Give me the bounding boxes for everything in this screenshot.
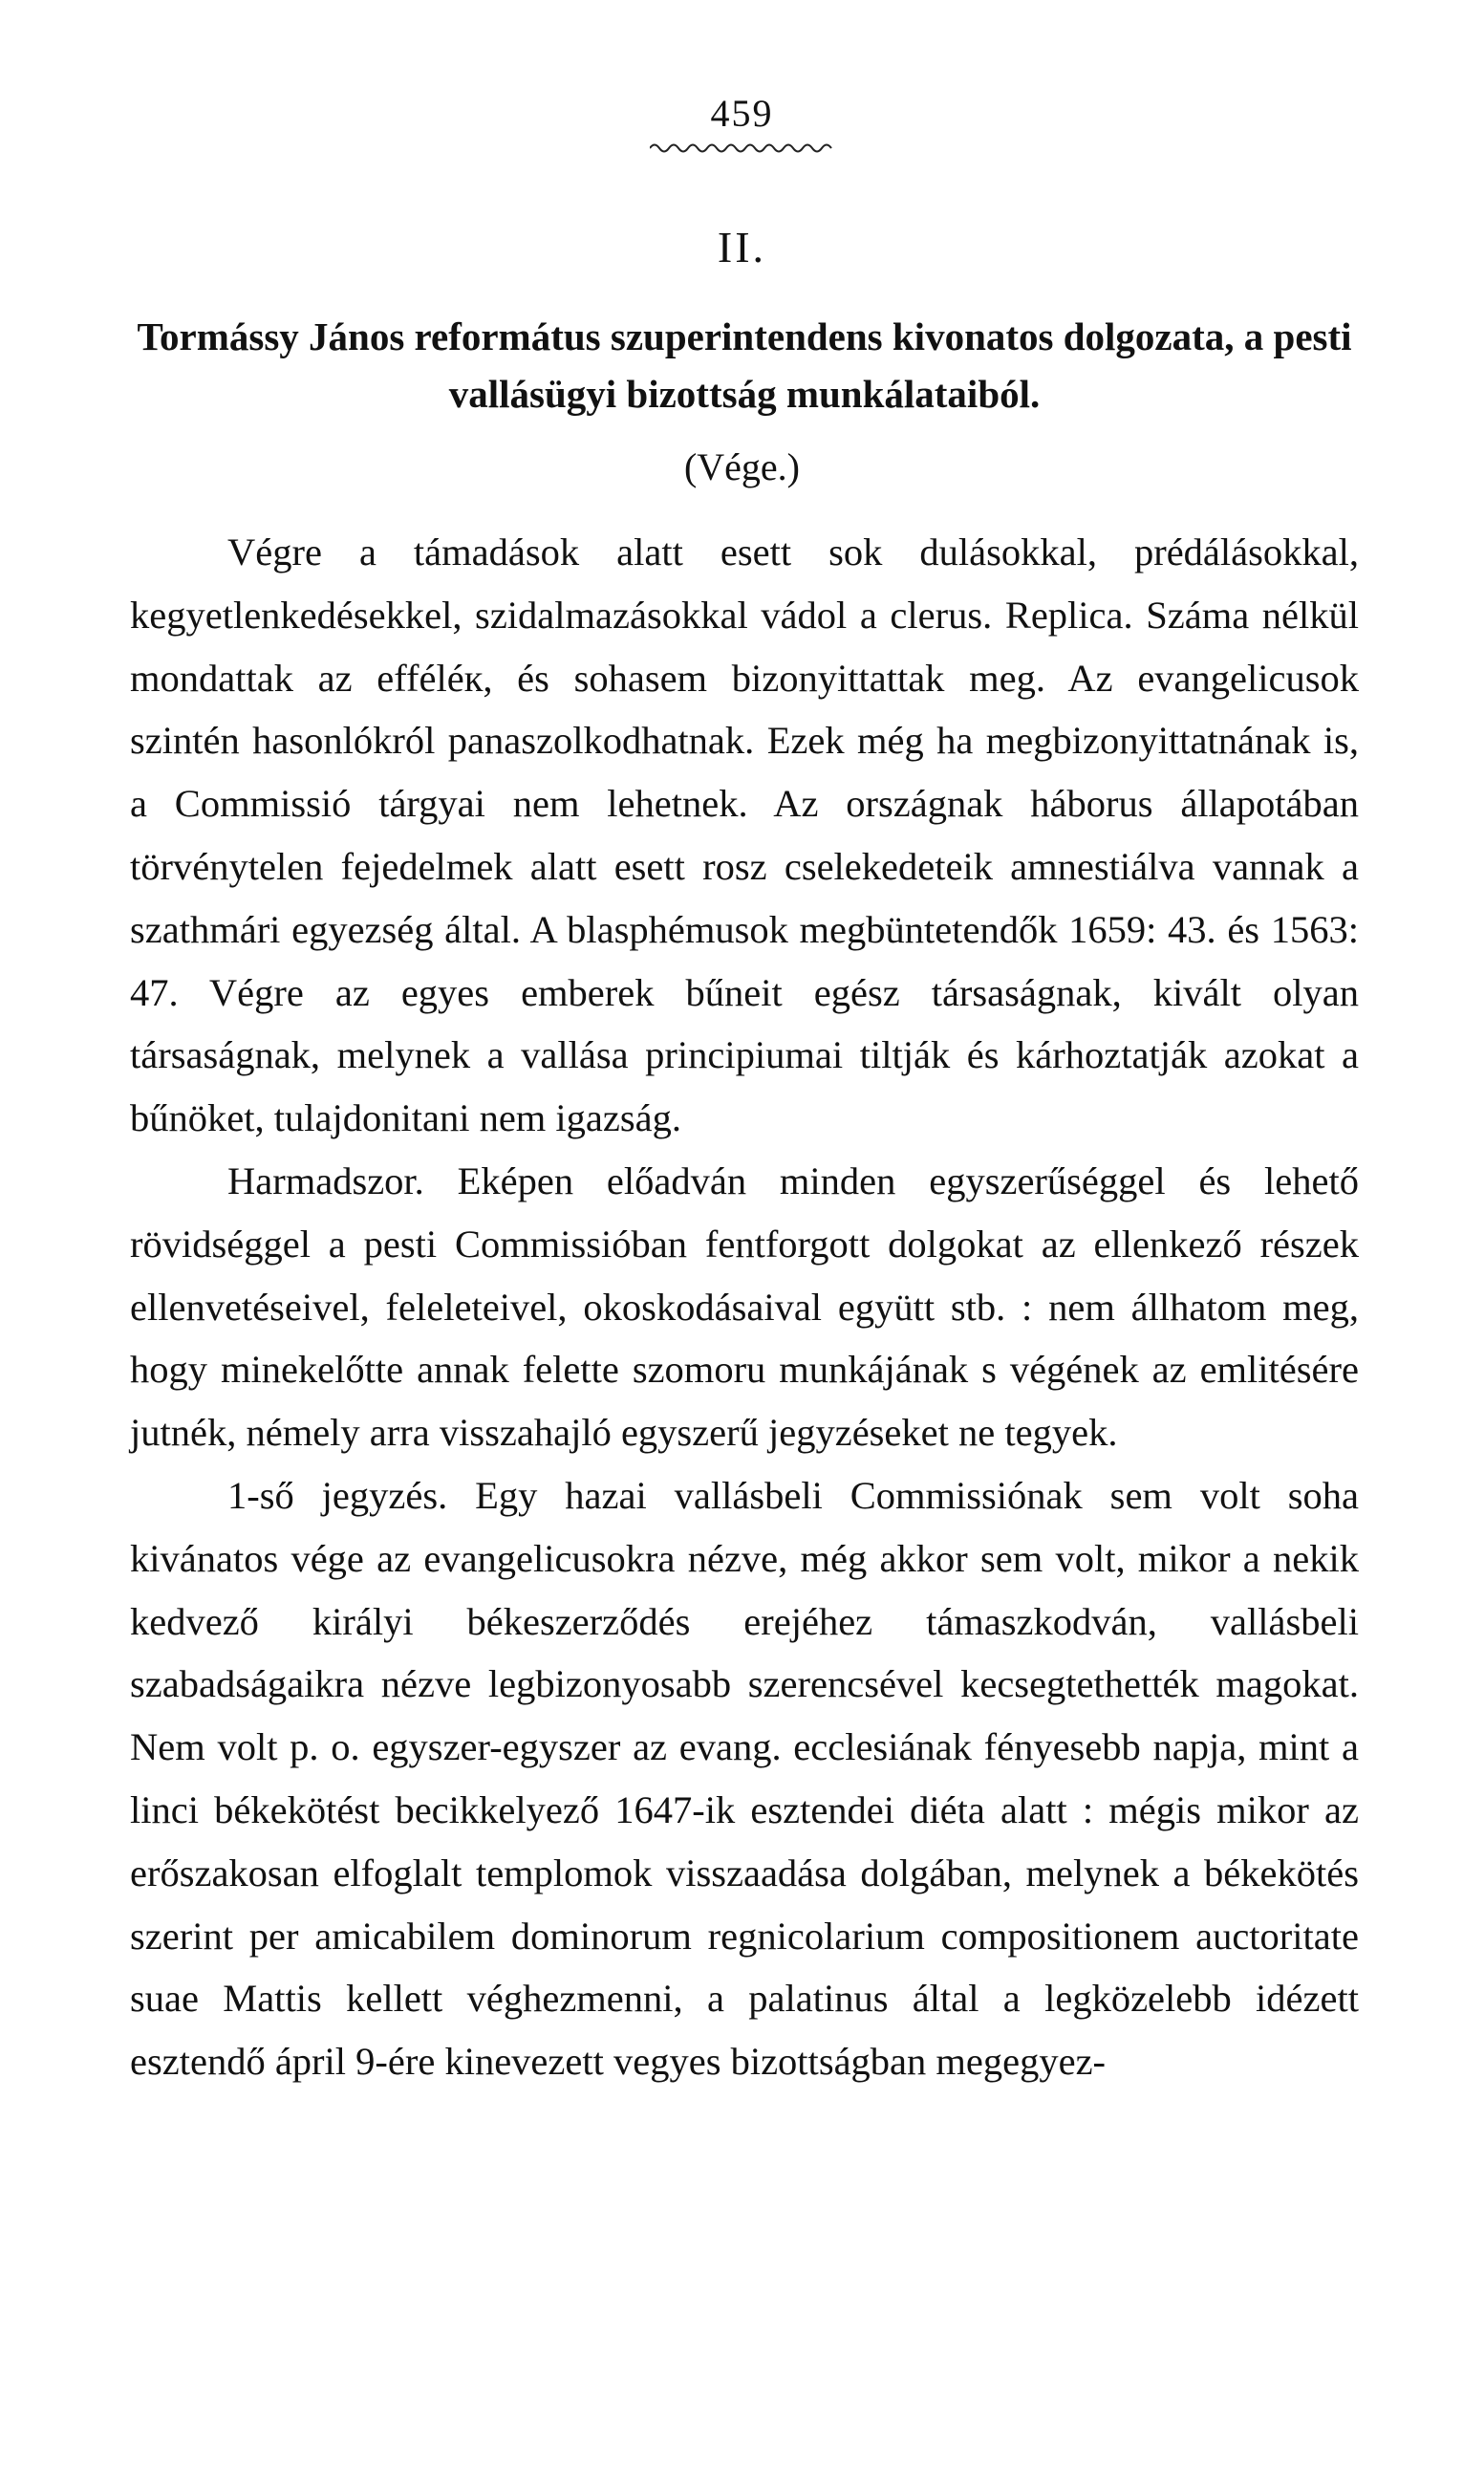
wavy-ornament [650, 141, 836, 155]
body-text [130, 521, 1359, 2093]
article-subtitle: (Vége.) [683, 445, 801, 488]
paragraph: Harmadszor. Eképen előadván minden egyszerűséggel és lehető rövidséggel a pesti Commissióban fentforgott dolgokat az ellenkező részek ellenvetéseivel, feleleteivel, okoskodásaival együtt stb. : nem állhatom meg, hogy minekelőtte annak felette szomoru munkájának s végének az emlitésére jutnék, némely arra visszahajló egyszerű jegyzéseket ne tegyek. [130, 1158, 1359, 1455]
section-numeral: II. [717, 223, 767, 271]
page-number: 459 [710, 92, 774, 135]
paragraph: Végre a támadások alatt esett sok dulásokkal, prédálásokkal, kegyetlenkedésekkel, szidalmazásokkal vádol a clerus. Replica. Száma nélkül mondattak az efféléк, és sohasem bizonyittattak meg. Az evangelicusok szintén hasonlókról panaszolkodhatnak. Ezek még ha megbizonyittatnának is, a Commissió tárgyai nem lehetnek. Az országnak háborus állapotában törvénytelen fejedelmek alatt esett rosz cselekedeteik amnestiálva vannak a szathmári egyezség által. A blasphémusok megbüntetendők 1659: 43. és 1563: 47. Végre az egyes emberek bűneit egész társaságnak, kivált olyan társaságnak, melynek a vallása principiumai tiltják és kárhoztatják azokat a bűnöket, tulajdonitani nem igazság. [130, 530, 1359, 1140]
paragraph: 1-ső jegyzés. Egy hazai vallásbeli Commissiónak sem volt soha kivánatos vége az evangelicusokra nézve, még akkor sem volt, mikor a nekik kedvező királyi békeszerződés erejéhez támaszkodván, vallásbeli szabadságaikra nézve legbizonyosabb szerencsével kecsegtethették magokat. Nem volt p. o. egyszer-egyszer az evang. ecclesiának fényesebb napja, mint a linci békekötést becikkelyező 1647-ik esztendei diéta alatt : mégis mikor az erőszakosan elfoglalt templomok visszaadása dolgában, melynek a békekötés szerint per amicabilem dominorum regnicolarium compositionem auctoritate suae Mattis kellett véghezmenni, a palatinus által a legközelebb idézett esztendő ápril 9-ére kinevezett vegyes bizottságban megegyez- [130, 1473, 1359, 2084]
article-title: Tormássy János református szuperintendens kivonatos dolgozata, a pesti vallásügyi bizottság munkálataiból. [137, 314, 1352, 416]
